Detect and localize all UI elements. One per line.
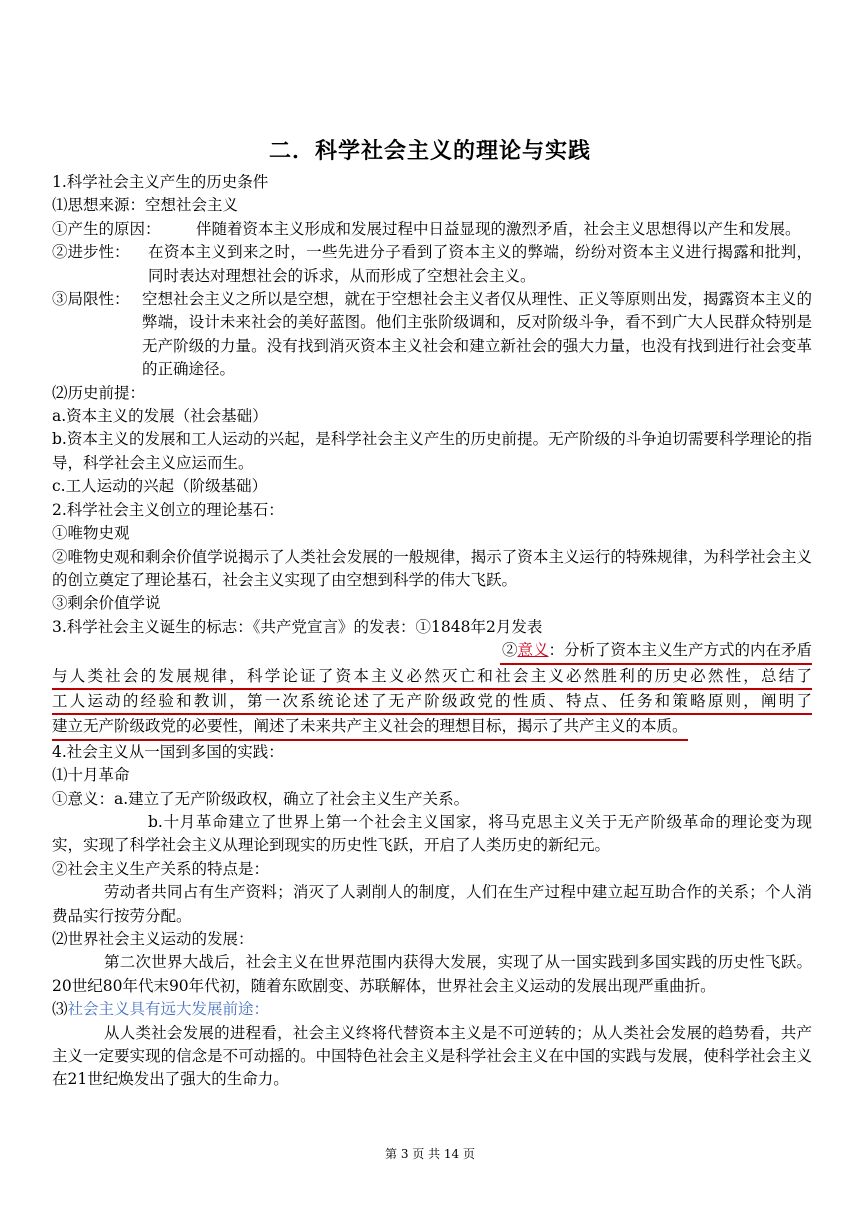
premise-a: a.资本主义的发展（社会基础） <box>52 407 268 426</box>
section-1-sub-2: ⑵历史前提： <box>52 383 146 402</box>
significance-label: 意义 <box>517 641 549 660</box>
premise-c: c.工人运动的兴起（阶级基础） <box>52 477 268 496</box>
october-meaning-b: b.十月革命建立了世界上第一个社会主义国家，将马克思主义关于无产阶级革命的理论变为现实，实现了科学社会主义从理论到现实的历史性飞跃，开启了人类历史的新纪元。 <box>52 812 812 855</box>
limitation-text: 空想社会主义之所以是空想，就在于空想社会主义者仅从理性、正义等原则出发，揭露资本主义的弊端，设计未来社会的美好蓝图。他们主张阶级调和，反对阶级斗争，看不到广大人民群众特别是无产阶级的力量。没有找到消灭资本主义社会和建立新社会的强大力量，也没有找到进行社会变革的正确途径。 <box>142 290 812 379</box>
section-4-sub-2: ⑵世界社会主义运动的发展： <box>52 930 254 948</box>
foundation-item-1: ①唯物史观 <box>52 524 130 543</box>
limitation-item <box>52 288 812 382</box>
cause-item <box>52 218 812 241</box>
significance-line-3: 工人运动的经验和教训，第一次系统论述了无产阶级政党的性质、特点、任务和策略原则，阐明了 <box>52 690 812 715</box>
premise-b: b.资本主义的发展和工人运动的兴起，是科学社会主义产生的历史前提。无产阶级的斗争迫切需要科学理论的指导，科学社会主义应运而生。 <box>52 430 812 472</box>
section-4-sub-1: ⑴十月革命 <box>52 766 130 785</box>
significance-line-2: 与人类社会的发展规律，科学论证了资本主义必然灭亡和社会主义必然胜利的历史必然性，总结了 <box>52 665 812 690</box>
significance-line-4 <box>52 715 812 740</box>
section-3-heading: 3.科学社会主义诞生的标志：《共产党宣言》的发表：①1848年2月发表 <box>52 617 543 636</box>
page-title: 二．科学社会主义的理论与实践 <box>268 138 591 164</box>
section-4-heading: 4.社会主义从一国到多国的实践： <box>52 742 284 761</box>
section-1-heading: 1.科学社会主义产生的历史条件 <box>52 173 269 191</box>
world-movement-text: 第二次世界大战后，社会主义在世界范围内获得大发展，实现了从一国实践到多国实践的历史性飞跃。20世纪80年代末90年代初，随着东欧剧变、苏联解体，世界社会主义运动的发展出现严重曲折。 <box>52 953 812 995</box>
section-4-sub-3-label: 社会主义具有远大发展前途： <box>67 1000 270 1019</box>
section-1-sub-1: ⑴思想来源：空想社会主义 <box>52 196 239 215</box>
progress-text: 在资本主义到来之时，一些先进分子看到了资本主义的弊端，纷纷对资本主义进行揭露和批判，同时表达对理想社会的诉求，从而形成了空想社会主义。 <box>148 243 812 285</box>
future-text: 从人类社会发展的进程看，社会主义终将代替资本主义是不可逆转的；从人类社会发展的趋势看，共产主义一定要实现的信念是不可动摇的。中国特色社会主义是科学社会主义在中国的实践与发展，使科学社会主义在21世纪焕发出了强大的生命力。 <box>52 1023 812 1089</box>
section-4-sub-3-number: ⑶ <box>52 1000 68 1019</box>
progress-label: ②进步性： <box>52 243 130 262</box>
cause-label: ①产生的原因： <box>52 219 161 238</box>
foundation-item-3: ③剩余价值学说 <box>52 594 161 613</box>
page-footer: 第 3 页 共 14 页 <box>385 1147 475 1161</box>
cause-text: 伴随着资本主义形成和发展过程中日益显现的激烈矛盾，社会主义思想得以产生和发展。 <box>196 219 801 238</box>
relations-text: 劳动者共同占有生产资料；消灭了人剥削人的制度，人们在生产过程中建立起互助合作的关系；个人消费品实行按劳分配。 <box>52 883 812 925</box>
section-4-sub-3 <box>52 998 812 1021</box>
significance-line-4-text: 建立无产阶级政党的必要性，阐述了未来共产主义社会的理想目标，揭示了共产主义的本质。 <box>52 715 688 740</box>
foundation-item-2: ②唯物史观和剩余价值学说揭示了人类社会发展的一般规律，揭示了资本主义运行的特殊规律，为科学社会主义的创立奠定了理论基石，社会主义实现了由空想到科学的伟大飞跃。 <box>52 547 812 589</box>
october-meaning-a: ①意义：a.建立了无产阶级政权，确立了社会主义生产关系。 <box>52 789 470 808</box>
limitation-label: ③局限性： <box>52 290 130 309</box>
relations-heading: ②社会主义生产关系的特点是： <box>52 859 270 878</box>
progress-item <box>52 241 812 288</box>
significance-first-text: ：分析了资本主义生产方式的内在矛盾 <box>548 641 812 660</box>
document-body <box>52 171 812 1092</box>
section-2-heading: 2.科学社会主义创立的理论基石： <box>52 500 284 519</box>
significance-first-line <box>52 639 812 664</box>
significance-number: ② <box>501 641 518 660</box>
